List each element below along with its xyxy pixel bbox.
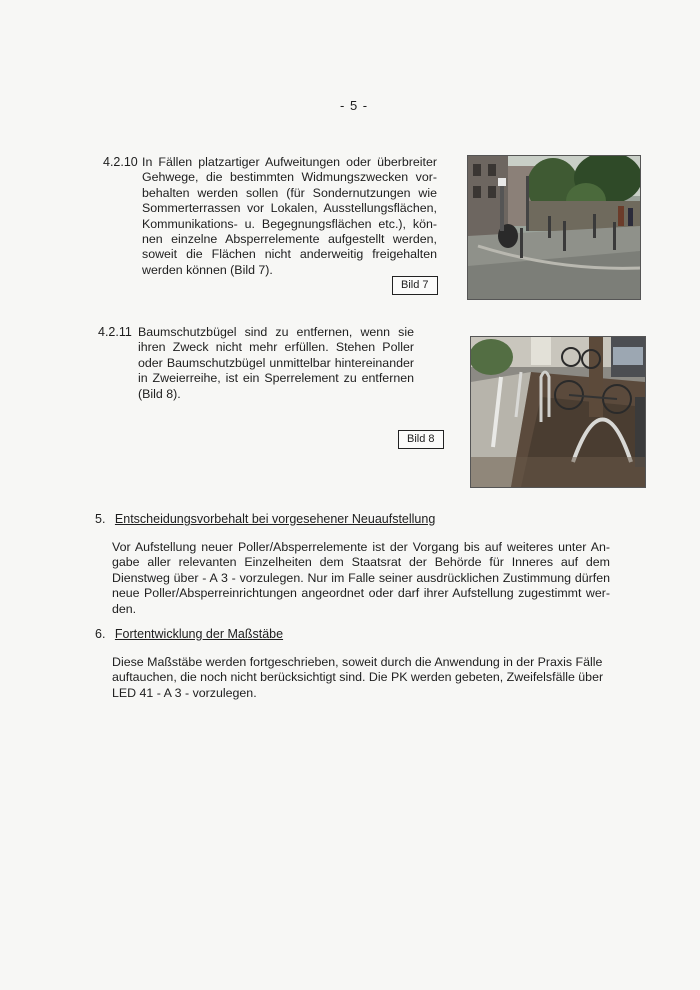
text-line: in Zweierreihe, ist ein Sperrelement zu entfernen bbox=[138, 371, 414, 386]
text-line: den. bbox=[112, 601, 137, 616]
section-4-2-11-text bbox=[138, 325, 414, 402]
figure-caption-bild-7: Bild 7 bbox=[392, 276, 438, 295]
section-6-number: 6. bbox=[95, 627, 106, 641]
text-line: Kommunikations- u. Begegnungsflächen etc.), kön- bbox=[142, 216, 437, 231]
section-5-number: 5. bbox=[95, 512, 106, 526]
section-5-heading bbox=[95, 512, 435, 526]
text-line: Vor Aufstellung neuer Poller/Absperrelemente ist der Vorgang bis auf weiteres unter An- bbox=[112, 540, 610, 554]
text-line: LED 41 - A 3 - vorzulegen. bbox=[112, 685, 257, 700]
text-line: oder Baumschutzbügel unmittelbar hintereinander bbox=[138, 355, 414, 370]
photo-bild-7 bbox=[467, 155, 641, 300]
section-6-text bbox=[112, 655, 610, 701]
section-6-title: Fortentwicklung der Maßstäbe bbox=[114, 627, 284, 641]
section-4-2-10-text bbox=[142, 155, 437, 278]
text-line: neue Poller/Absperreinrichtungen angeordnet oder darf ihrer Aufstellung zugestimmt wer- bbox=[112, 586, 610, 601]
section-5-title: Entscheidungsvorbehalt bei vorgesehener Neuaufstellung bbox=[114, 512, 436, 526]
text-line: auftauchen, die noch nicht berücksichtigt sind. Die PK werden gebeten, Zweifelsfälle über bbox=[112, 670, 604, 685]
section-number-4-2-11: 4.2.11 bbox=[98, 325, 132, 339]
text-line: Baumschutzbügel sind zu entfernen, wenn sie bbox=[138, 325, 414, 339]
section-6-heading bbox=[95, 627, 283, 641]
text-line: werden können (Bild 7). bbox=[142, 262, 273, 277]
text-line: Diese Maßstäbe werden fortgeschrieben, soweit durch die Anwendung in der Praxis Fälle bbox=[112, 655, 603, 669]
section-number-4-2-10: 4.2.10 bbox=[103, 155, 138, 169]
photo-bild-8 bbox=[470, 336, 646, 488]
text-line: (Bild 8). bbox=[138, 386, 181, 401]
figure-caption-bild-8: Bild 8 bbox=[398, 430, 444, 449]
page-number: - 5 - bbox=[340, 98, 369, 113]
section-5-text bbox=[112, 540, 610, 617]
text-line: gabe aller relevanten Einzelheiten dem Staatsrat der Behörde für Inneres auf dem bbox=[112, 555, 610, 570]
text-line: Sommerterrassen vor Lokalen, Ausstellungsflächen, bbox=[142, 201, 437, 216]
text-line: behalten werden sollen (für Sondernutzungen wie bbox=[142, 185, 437, 200]
text-line: nen einzelne Absperrelemente aufgestellt werden, bbox=[142, 232, 437, 247]
text-line: Dienstweg über - A 3 - vorzulegen. Nur im Falle seiner ausdrücklichen Zustimmung dürfen bbox=[112, 570, 610, 585]
text-line: Gehwege, die bestimmten Widmungszwecken vor- bbox=[142, 170, 437, 185]
text-line: In Fällen platzartiger Aufweitungen oder überbreiter bbox=[142, 155, 437, 169]
text-line: ihren Zweck nicht mehr erfüllen. Stehen Poller bbox=[138, 340, 414, 355]
text-line: soweit die Flächen nicht anderweitig freigehalten bbox=[142, 247, 437, 262]
